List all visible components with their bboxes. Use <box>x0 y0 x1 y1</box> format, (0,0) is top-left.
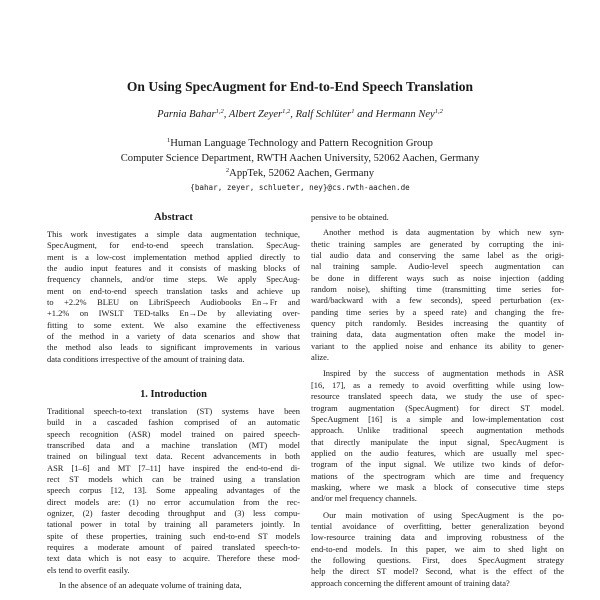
abstract-line: fitting to some extent. We also examine the effectiveness <box>47 319 300 330</box>
author-affiliation-sup: 1,2 <box>434 108 443 115</box>
right-line: approach. Unlike traditional speech augmentation methods <box>311 425 564 436</box>
author-name: Parnia Bahar <box>157 109 216 120</box>
abstract-heading: Abstract <box>154 212 193 223</box>
affiliation-1-line-1: Human Language Technology and Pattern Recognition Group <box>170 138 433 149</box>
affiliation-2-sup: 2 <box>225 167 230 174</box>
author-emails: {bahar, zeyer, schlueter, ney}@cs.rwth-aachen.de <box>190 183 410 192</box>
affiliation-1-group <box>0 138 600 149</box>
intro-line: ASR [1–6] and MT [7–11] have inspired the end-to-end di- <box>47 462 300 473</box>
right-line: trogram augmentation (SpecAugment) for direct ST model. <box>311 402 564 413</box>
author-separator: , <box>223 109 229 120</box>
intro-line: speech corpus [12, 13]. Some appealing advantages of the <box>47 485 300 496</box>
right-line: nal training sample. Audio-level speech augmentation can <box>311 261 564 272</box>
right-line: tial audio data and conserving the same label as the origi- <box>311 250 564 261</box>
right-line: tential avoidance of overfitting, better generalization beyond <box>311 520 564 531</box>
right-line: low-resource training data and improving robustness of the <box>311 532 564 543</box>
intro-line: In the absence of an adequate volume of training data, <box>59 580 242 591</box>
author-separator: , <box>290 109 296 120</box>
right-line: SpecAugment [16] is a simple and low-implementation cost <box>311 413 564 424</box>
abstract-line: ment is a low-cost implementation method applied directly to <box>47 251 300 262</box>
affiliation-2-line: AppTek, 52062 Aachen, Germany <box>229 168 375 179</box>
right-line: random noise), shifting time (transmitting time series for- <box>311 284 564 295</box>
right-line: thetic training samples are generated by corrupting the ini- <box>311 238 564 249</box>
intro-line: transcribed data and a machine translation (MT) model <box>47 440 300 451</box>
right-line: ward/backward with a few seconds), speed perturbation (ex- <box>311 295 564 306</box>
right-column-body <box>311 212 564 589</box>
introduction-heading: 1. Introduction <box>140 389 207 400</box>
affiliation-1-sup: 1 <box>167 137 171 144</box>
intro-line: rect ST models which can be trained using a translation <box>47 474 300 485</box>
abstract-line: the audio input features and it consists of masking blocks of <box>47 263 300 274</box>
affiliation-1-department: Computer Science Department, RWTH Aachen University, 52062 Aachen, Germany <box>120 153 480 164</box>
author-name: Hermann Ney <box>375 109 435 120</box>
intro-line: els tend to overfit easily. <box>47 564 130 575</box>
author-list <box>0 109 600 120</box>
author-affiliation-sup: 1,2 <box>215 108 224 115</box>
right-line: trogram of the input signal. We utilize two kinds of defor- <box>311 459 564 470</box>
intro-line: direct models are: (1) no error accumulation from the rec- <box>47 496 300 507</box>
right-line: approach concerning the different amount of training data? <box>311 577 510 588</box>
abstract-line: data conditions irrespective of the amount of training data. <box>47 353 245 364</box>
right-line: resource translated speech data, we study the use of spec- <box>311 391 564 402</box>
right-line: quency pitch randomly. Besides increasing the quantity of <box>311 318 564 329</box>
abstract-line: This work investigates a simple data augmentation technique, <box>47 229 300 239</box>
right-line: be done in different ways such as noise injection (adding <box>311 272 564 283</box>
right-line: help the direct ST model? Second, what is the effect of the <box>311 566 564 577</box>
right-line: Inspired by the success of augmentation methods in ASR <box>323 368 564 379</box>
right-line: training data, data augmentation often make the model in- <box>311 329 564 340</box>
intro-line: spite of these properties, training such end-to-end ST models <box>47 530 300 541</box>
abstract-line: ment on end-to-end speech translation tasks and achieve up <box>47 285 300 296</box>
abstract-body <box>47 229 300 365</box>
right-line: that directly manipulate the input signal, SpecAugment is <box>311 436 564 447</box>
intro-line: build in a cascaded fashion comprised of an automatic <box>47 417 300 428</box>
right-line: Another method is data augmentation by which new syn- <box>323 227 564 238</box>
intro-line: text data which is not easy to acquire. Therefore these mod- <box>47 553 300 564</box>
right-line: variant to the applied noise and enhance its ability to gener- <box>311 340 564 351</box>
right-line: Our main motivation of using SpecAugment is the po- <box>323 509 564 520</box>
right-line: the following questions. First, does SpecAugment strategy <box>311 554 564 565</box>
intro-line: requires a moderate amount of paired translated speech-to- <box>47 542 300 553</box>
author-separator: and <box>354 109 376 120</box>
abstract-line: the method also leads to significant improvements in various <box>47 342 300 353</box>
introduction-body <box>47 406 300 592</box>
affiliation-2 <box>0 168 600 179</box>
right-line: applied on the audio features, which are usually mel spec- <box>311 447 564 458</box>
author-name: Ralf Schlüter <box>295 109 352 120</box>
intro-line: ognizer, (2) faster decoding throughput and (3) less compu- <box>47 508 300 519</box>
abstract-line: to +2.2% BLEU on LibriSpeech Audiobooks En→Fr and <box>47 297 300 308</box>
right-line: alize. <box>311 352 330 363</box>
abstract-line: +1.2% on IWSLT TED-talks En→De by alleviating over- <box>47 308 300 319</box>
abstract-line: of the method in a variety of data scenarios and show that <box>47 331 300 342</box>
abstract-line: frequency channels, and/or time steps. We apply SpecAug- <box>47 274 300 285</box>
abstract-line: SpecAugment, for end-to-end speech translation. SpecAug- <box>47 240 300 251</box>
right-line: mations of the spectrogram which are time and frequency <box>311 470 564 481</box>
right-line: and/or mel frequency channels. <box>311 493 417 504</box>
intro-line: tational power in total by training all parameters jointly. In <box>47 519 300 530</box>
author-affiliation-sup: 1 <box>351 108 355 115</box>
right-line: [16, 17], as a remedy to avoid overfitting while using low- <box>311 379 564 390</box>
author-name: Albert Zeyer <box>228 109 283 120</box>
intro-line: trained on bilingual text data. Recent advancements in both <box>47 451 300 462</box>
intro-line: speech recognition (ASR) model trained on paired speech- <box>47 428 300 439</box>
paper-title: On Using SpecAugment for End-to-End Speech Translation <box>126 79 474 94</box>
intro-line: Traditional speech-to-text translation (ST) systems have been <box>47 406 300 416</box>
author-affiliation-sup: 1,2 <box>282 108 291 115</box>
right-line: end-to-end models. In this paper, we aim to shed light on <box>311 543 564 554</box>
right-line: panding time series by a speed rate) and changing the fre- <box>311 306 564 317</box>
right-line: masking, where we mask a block of consecutive time steps <box>311 481 564 492</box>
right-line: pensive to be obtained. <box>311 212 389 222</box>
